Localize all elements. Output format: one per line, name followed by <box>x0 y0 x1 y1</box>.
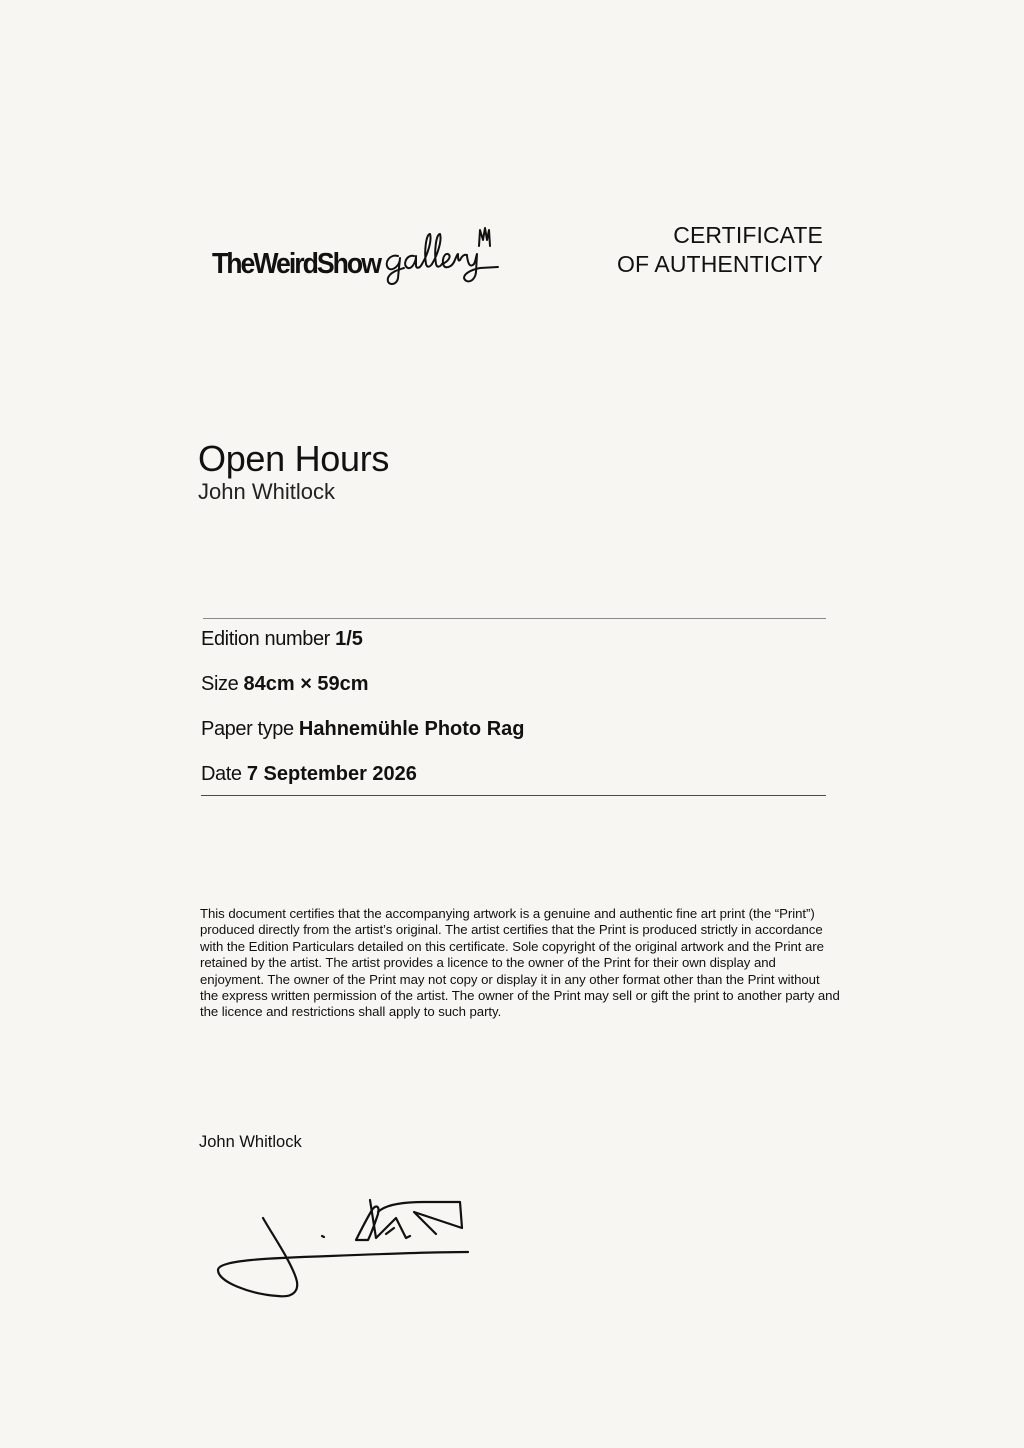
logo-wordmark: TheWeirdShow <box>212 248 380 280</box>
edition-particulars <box>201 625 826 805</box>
particulars-bottom-divider <box>201 795 826 796</box>
particular-value: Hahnemühle Photo Rag <box>298 718 525 740</box>
particular-label: Size <box>201 673 239 695</box>
certificate-title <box>617 221 823 279</box>
artwork-artist: John Whitlock <box>198 479 335 504</box>
particular-date <box>201 760 826 805</box>
particular-label: Edition number <box>201 628 330 650</box>
particulars-top-divider <box>203 618 826 619</box>
particular-value: 1/5 <box>335 628 363 650</box>
signer-name: John Whitlock <box>199 1133 302 1151</box>
particular-value: 84cm × 59cm <box>243 673 369 695</box>
gallery-logo <box>210 220 500 292</box>
certificate-title-line2: OF AUTHENTICITY <box>617 251 823 277</box>
handwritten-signature <box>210 1190 480 1310</box>
certification-statement: This document certifies that the accompanying artwork is a genuine and authentic fine art print (the “Print”) produced directly from the artist’s original. The artist certifies that the Print is produced strictly in accordance with the Edition Particulars detailed on this certificate. Sole copyright of the original artwork and the Print are retained by the artist. The artist provides a licence to the owner of the Print for their own display and enjoyment. The owner of the Print may not copy or display it in any other format other than the Print without the express written permission of the artist. The owner of the Print may sell or gift the print to another party and the licence and restrictions shall apply to such party. <box>200 906 840 1020</box>
particular-paper-type <box>201 715 826 760</box>
certificate-title-line1: CERTIFICATE <box>673 222 823 248</box>
particular-value: 7 September 2026 <box>246 763 417 785</box>
particular-size <box>201 670 826 715</box>
artwork-title: Open Hours <box>198 438 390 479</box>
particular-label: Date <box>201 763 242 785</box>
logo-script-gallery <box>378 220 503 292</box>
particular-edition-number <box>201 625 826 670</box>
particular-label: Paper type <box>201 718 294 740</box>
